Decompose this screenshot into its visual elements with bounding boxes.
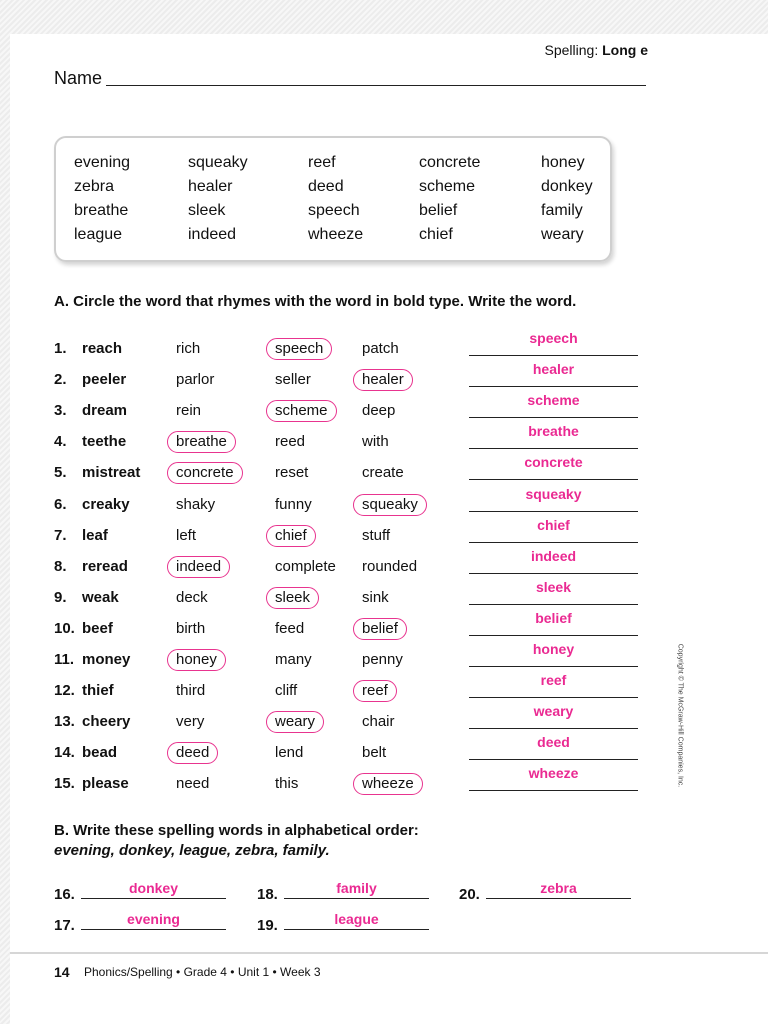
answer-text: zebra [540, 880, 577, 896]
word-box-word: family [541, 202, 583, 219]
bold-cue-word: reread [82, 557, 128, 575]
circled-choice[interactable]: reef [353, 680, 397, 702]
choice-word[interactable]: need [176, 775, 210, 793]
item-number: 14. [54, 744, 75, 762]
bold-cue-word: beef [82, 619, 113, 637]
choice-word[interactable]: this [275, 775, 299, 793]
circled-choice[interactable]: sleek [266, 587, 319, 609]
word-box-word: evening [74, 154, 131, 171]
circled-choice[interactable]: concrete [167, 462, 243, 484]
bold-cue-word: cheery [82, 713, 131, 731]
answer-line[interactable] [469, 790, 638, 791]
word-box-word: breathe [74, 202, 129, 219]
word-box-word: zebra [74, 178, 115, 195]
answer-text: speech [529, 330, 578, 346]
exercise-row [0, 485, 768, 527]
word-box-word: league [74, 226, 123, 243]
exercise-row [0, 609, 768, 651]
item-number: 1. [54, 340, 67, 357]
choice-word[interactable]: funny [275, 495, 312, 513]
item-number: 7. [54, 526, 67, 544]
choice-word[interactable]: very [176, 713, 205, 731]
exercise-row [0, 454, 768, 495]
exercise-row [0, 703, 768, 744]
answer-text: chief [537, 516, 570, 533]
section-b-heading: B. Write these spelling words in alphabetical order: [54, 822, 419, 839]
word-box-word: honey [541, 154, 585, 171]
answer-text: deed [537, 734, 570, 751]
answer-text: breathe [528, 423, 579, 440]
choice-word[interactable]: deep [362, 402, 396, 420]
word-box-word: indeed [188, 226, 237, 243]
answer-line[interactable] [469, 728, 638, 729]
choice-word[interactable]: birth [176, 619, 206, 637]
choice-word[interactable]: rein [176, 402, 202, 420]
item-number: 6. [54, 495, 67, 513]
choice-word[interactable]: belt [362, 744, 387, 762]
exercise-row [0, 516, 768, 558]
choice-word[interactable]: with [362, 433, 389, 451]
name-field[interactable] [106, 85, 646, 86]
top-band [0, 0, 768, 34]
circled-choice[interactable]: indeed [167, 556, 230, 578]
answer-text: league [334, 911, 379, 927]
answer-line[interactable] [469, 417, 638, 418]
section-b-instruction [54, 822, 419, 859]
answer-line[interactable] [284, 929, 429, 930]
word-box-word: concrete [419, 154, 481, 171]
word-box-word: reef [308, 154, 336, 171]
choice-word[interactable]: penny [362, 651, 403, 668]
exercise-row [0, 330, 768, 371]
answer-text: honey [532, 641, 575, 657]
choice-word[interactable]: deck [176, 588, 208, 606]
answer-line[interactable] [469, 697, 638, 698]
choice-word[interactable]: shaky [176, 495, 216, 513]
section-a-instruction: A. Circle the word that rhymes with the word in bold type. Write the word. [54, 293, 577, 310]
item-number: 10. [54, 619, 75, 637]
circled-choice[interactable]: healer [353, 369, 413, 391]
choice-word[interactable]: patch [362, 340, 399, 357]
answer-text: indeed [530, 547, 577, 564]
exercise-row [0, 361, 768, 402]
section-b-word-list: evening, donkey, league, zebra, family. [54, 842, 330, 859]
item-number: 8. [54, 557, 67, 575]
choice-word[interactable]: sink [362, 588, 389, 606]
word-box-word: donkey [541, 178, 593, 195]
item-number: 4. [54, 433, 67, 451]
word-box-word: chief [419, 226, 453, 243]
item-number: 5. [54, 464, 67, 482]
bold-cue-word: weak [82, 588, 119, 606]
answer-text: scheme [527, 392, 580, 409]
choice-word[interactable]: third [176, 682, 206, 700]
word-box-word: squeaky [188, 154, 248, 171]
word-box-word: weary [541, 226, 584, 243]
circled-choice[interactable]: breathe [167, 431, 236, 453]
circled-choice[interactable]: belief [353, 618, 407, 640]
bold-cue-word: creaky [82, 495, 130, 513]
answer-line[interactable] [469, 355, 638, 356]
choice-word[interactable]: create [362, 464, 404, 482]
answer-text: belief [535, 609, 572, 626]
answer-line[interactable] [469, 448, 638, 449]
choice-word[interactable]: rounded [362, 557, 418, 575]
answer-line[interactable] [469, 604, 638, 605]
item-number: 16. [54, 886, 75, 903]
circled-choice[interactable]: speech [266, 338, 332, 360]
answer-line[interactable] [469, 635, 638, 636]
answer-text: family [336, 880, 377, 896]
word-box-word: belief [419, 202, 458, 219]
word-box-word: wheeze [308, 226, 364, 243]
answer-line[interactable] [284, 898, 429, 899]
bold-cue-word: reach [82, 340, 123, 357]
circled-choice[interactable]: honey [167, 649, 226, 671]
answer-line[interactable] [486, 898, 631, 899]
item-number: 3. [54, 402, 67, 420]
page-number: 14 [54, 964, 70, 980]
word-box-word: scheme [419, 178, 476, 195]
circled-choice[interactable]: squeaky [353, 494, 427, 516]
answer-text: evening [127, 911, 180, 927]
item-number: 15. [54, 775, 75, 793]
answer-text: sleek [535, 578, 572, 595]
item-number: 2. [54, 371, 67, 389]
exercise-row [0, 734, 768, 775]
choice-word[interactable]: stuff [362, 526, 391, 544]
item-number: 20. [459, 886, 480, 903]
choice-word[interactable]: many [275, 651, 312, 668]
page-header [545, 42, 648, 58]
exercise-row [0, 765, 768, 806]
answer-line[interactable] [469, 386, 638, 387]
bold-cue-word: dream [82, 402, 128, 420]
header-topic: Long e [602, 42, 648, 58]
answer-line[interactable] [81, 898, 226, 899]
choice-word[interactable]: seller [275, 371, 311, 389]
bold-cue-word: peeler [82, 371, 127, 389]
answer-text: squeaky [525, 485, 582, 502]
choice-word[interactable]: left [176, 526, 197, 544]
bold-cue-word: teethe [82, 433, 127, 451]
name-label: Name [54, 68, 103, 88]
footer-text: Phonics/Spelling • Grade 4 • Unit 1 • Week 3 [84, 965, 321, 979]
item-number: 9. [54, 588, 67, 606]
choice-word[interactable]: feed [275, 619, 305, 637]
choice-word[interactable]: chair [362, 713, 395, 731]
copyright-notice: Copyright © The McGraw-Hill Companies, Inc. [676, 643, 684, 788]
exercise-row [0, 672, 768, 713]
exercise-row [0, 423, 768, 464]
answer-text: wheeze [528, 765, 579, 782]
exercise-row [0, 547, 768, 589]
item-number: 13. [54, 713, 75, 731]
item-number: 19. [257, 917, 278, 934]
circled-choice[interactable]: chief [266, 525, 316, 547]
choice-word[interactable]: lend [275, 744, 304, 762]
bold-cue-word: please [82, 775, 129, 793]
answer-text: reef [540, 672, 567, 689]
item-number: 18. [257, 886, 278, 903]
item-number: 12. [54, 682, 75, 700]
exercise-row [0, 578, 768, 620]
header-prefix: Spelling: [544, 42, 603, 58]
choice-word[interactable]: reed [275, 433, 306, 451]
answer-line[interactable] [469, 511, 638, 512]
word-box-word: speech [308, 202, 360, 219]
word-box-word: sleek [188, 202, 226, 219]
bold-cue-word: bead [82, 744, 118, 762]
answer-text: weary [533, 703, 574, 720]
choice-word[interactable]: cliff [275, 682, 298, 700]
circled-choice[interactable]: scheme [266, 400, 337, 422]
spelling-word-box [54, 136, 612, 262]
choice-word[interactable]: rich [176, 340, 201, 357]
choice-word[interactable]: parlor [176, 371, 215, 389]
choice-word[interactable]: reset [275, 464, 309, 482]
bold-cue-word: money [82, 651, 131, 668]
answer-line[interactable] [469, 666, 638, 667]
answer-text: donkey [128, 880, 178, 896]
circled-choice[interactable]: wheeze [353, 773, 423, 795]
bold-cue-word: thief [82, 682, 114, 700]
exercise-row [0, 392, 768, 433]
circled-choice[interactable]: deed [167, 742, 218, 764]
footer-divider [10, 952, 768, 954]
answer-line[interactable] [469, 573, 638, 574]
circled-choice[interactable]: weary [266, 711, 324, 733]
bold-cue-word: leaf [82, 526, 108, 544]
item-number: 17. [54, 917, 75, 934]
item-number: 11. [54, 651, 75, 668]
word-box-word: healer [188, 178, 233, 195]
bold-cue-word: mistreat [82, 464, 141, 482]
answer-text: healer [532, 361, 575, 378]
answer-line[interactable] [469, 542, 638, 543]
answer-line[interactable] [81, 929, 226, 930]
exercise-row [0, 641, 768, 682]
answer-line[interactable] [469, 759, 638, 760]
answer-text: concrete [524, 454, 583, 471]
choice-word[interactable]: complete [275, 557, 336, 575]
word-box-word: deed [308, 178, 344, 195]
answer-line[interactable] [469, 479, 638, 480]
